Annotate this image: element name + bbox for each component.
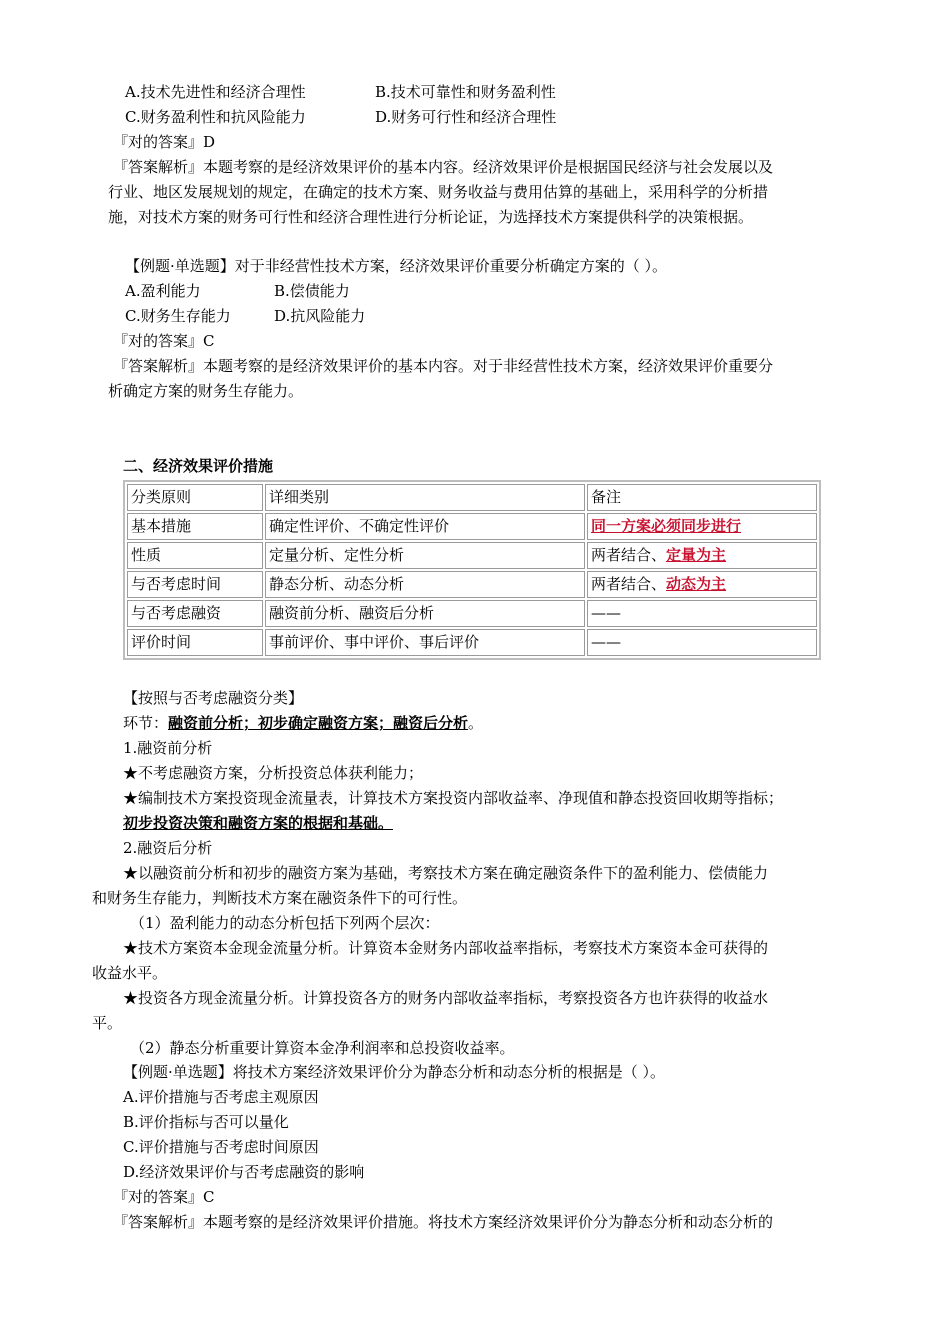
table-cell: 与否考虑时间 xyxy=(127,571,263,598)
table-cell: 事前评价、事中评价、事后评价 xyxy=(265,629,585,656)
table-cell: —— xyxy=(587,629,817,656)
pre-financing-point-1: ★不考虑融资方案，分析投资总体获利能力； xyxy=(123,764,424,782)
table-header-cell: 备注 xyxy=(587,484,817,511)
q3-option-a: A.评价措施与否考虑主观原因 xyxy=(123,1088,319,1106)
post-financing-point-2: （1）盈利能力的动态分析包括下列两个层次： xyxy=(130,914,440,932)
post-financing-point-3a: ★技术方案资本金现金流量分析。计算资本金财务内部收益率指标，考察技术方案资本金可获得的 xyxy=(123,939,769,957)
table-cell: 确定性评价、不确定性评价 xyxy=(265,513,585,540)
section-heading: 二、经济效果评价措施 xyxy=(123,457,274,475)
table-cell: 与否考虑融资 xyxy=(127,600,263,627)
q2-analysis-line-1: 『答案解析』本题考察的是经济效果评价的基本内容。对于非经营性技术方案，经济效果评价重要分 xyxy=(113,357,774,375)
table-cell: 基本措施 xyxy=(127,513,263,540)
q1-analysis-line-3: 施，对技术方案的财务可行性和经济合理性进行分析论证，为选择技术方案提供科学的决策根据。 xyxy=(108,208,754,226)
q1-analysis-line-2: 行业、地区发展规划的规定，在确定的技术方案、财务收益与费用估算的基础上，采用科学的分析措 xyxy=(108,183,769,201)
steps-suffix: 。 xyxy=(468,714,484,732)
q1-option-b: B.技术可靠性和财务盈利性 xyxy=(375,83,556,101)
table-header-cell: 详细类别 xyxy=(265,484,585,511)
table-cell xyxy=(587,571,817,598)
note-prefix: 两者结合、 xyxy=(591,575,667,593)
q3-analysis-line-1: 『答案解析』本题考察的是经济效果评价措施。将技术方案经济效果评价分为静态分析和动态分析的 xyxy=(113,1213,774,1231)
q1-answer: 『对的答案』D xyxy=(113,133,216,151)
post-financing-title: 2.融资后分析 xyxy=(123,839,213,857)
q3-stem: 【例题·单选题】将技术方案经济效果评价分为静态分析和动态分析的根据是（ ）。 xyxy=(123,1063,666,1081)
table-cell: 性质 xyxy=(127,542,263,569)
q2-option-b: B.偿债能力 xyxy=(274,282,350,300)
table-cell: 定量分析、定性分析 xyxy=(265,542,585,569)
post-financing-point-1a: ★以融资前分析和初步的融资方案为基础，考察技术方案在确定融资条件下的盈利能力、偿债能力 xyxy=(123,864,769,882)
post-financing-point-1b: 和财务生存能力，判断技术方案在融资条件下的可行性。 xyxy=(92,889,468,907)
financing-title: 【按照与否考虑融资分类】 xyxy=(123,689,304,707)
methods-table xyxy=(123,480,821,660)
table-cell: 融资前分析、融资后分析 xyxy=(265,600,585,627)
table-header-row xyxy=(127,484,817,511)
q2-option-d: D.抗风险能力 xyxy=(274,307,366,325)
q3-option-b: B.评价指标与否可以量化 xyxy=(123,1113,289,1131)
q1-analysis-line-1: 『答案解析』本题考察的是经济效果评价的基本内容。经济效果评价是根据国民经济与社会发展以及 xyxy=(113,158,774,176)
q3-answer: 『对的答案』C xyxy=(113,1188,215,1206)
note-prefix: 两者结合、 xyxy=(591,546,667,564)
q2-option-a: A.盈利能力 xyxy=(125,282,201,300)
table-cell xyxy=(587,542,817,569)
table-cell: 静态分析、动态分析 xyxy=(265,571,585,598)
table-row xyxy=(127,542,817,569)
steps-text: 融资前分析；初步确定融资方案；融资后分析 xyxy=(168,714,469,732)
post-financing-point-4b: 平。 xyxy=(92,1014,123,1032)
q1-option-d: D.财务可行性和经济合理性 xyxy=(375,108,557,126)
financing-steps xyxy=(123,711,483,736)
table-row xyxy=(127,513,817,540)
post-financing-point-5: （2）静态分析重要计算资本金净利润率和总投资收益率。 xyxy=(130,1039,515,1057)
q2-option-c: C.财务生存能力 xyxy=(125,307,231,325)
table-cell xyxy=(587,513,817,540)
pre-financing-point-2: ★编制技术方案投资现金流量表，计算技术方案投资内部收益率、净现值和静态投资回收期等指标； xyxy=(123,789,784,807)
pre-financing-point-3: 初步投资决策和融资方案的根据和基础。 xyxy=(123,814,394,832)
pre-financing-title: 1.融资前分析 xyxy=(123,739,213,757)
table-row xyxy=(127,600,817,627)
table-cell: —— xyxy=(587,600,817,627)
q3-option-c: C.评价措施与否考虑时间原因 xyxy=(123,1138,319,1156)
table-header-cell: 分类原则 xyxy=(127,484,263,511)
note-highlight: 动态为主 xyxy=(666,575,727,593)
q2-answer: 『对的答案』C xyxy=(113,332,215,350)
table-row xyxy=(127,571,817,598)
table-cell: 评价时间 xyxy=(127,629,263,656)
q2-analysis-line-2: 析确定方案的财务生存能力。 xyxy=(108,382,304,400)
post-financing-point-3b: 收益水平。 xyxy=(92,964,168,982)
q3-option-d: D.经济效果评价与否考虑融资的影响 xyxy=(123,1163,365,1181)
table-row xyxy=(127,629,817,656)
steps-prefix: 环节： xyxy=(123,714,169,732)
note-highlight: 同一方案必须同步进行 xyxy=(591,517,742,535)
q2-stem: 【例题·单选题】对于非经营性技术方案，经济效果评价重要分析确定方案的（ ）。 xyxy=(125,257,668,275)
post-financing-point-4a: ★投资各方现金流量分析。计算投资各方的财务内部收益率指标，考察投资各方也许获得的收益水 xyxy=(123,989,769,1007)
note-highlight: 定量为主 xyxy=(666,546,727,564)
q1-option-a: A.技术先进性和经济合理性 xyxy=(125,83,306,101)
q1-option-c: C.财务盈利性和抗风险能力 xyxy=(125,108,306,126)
